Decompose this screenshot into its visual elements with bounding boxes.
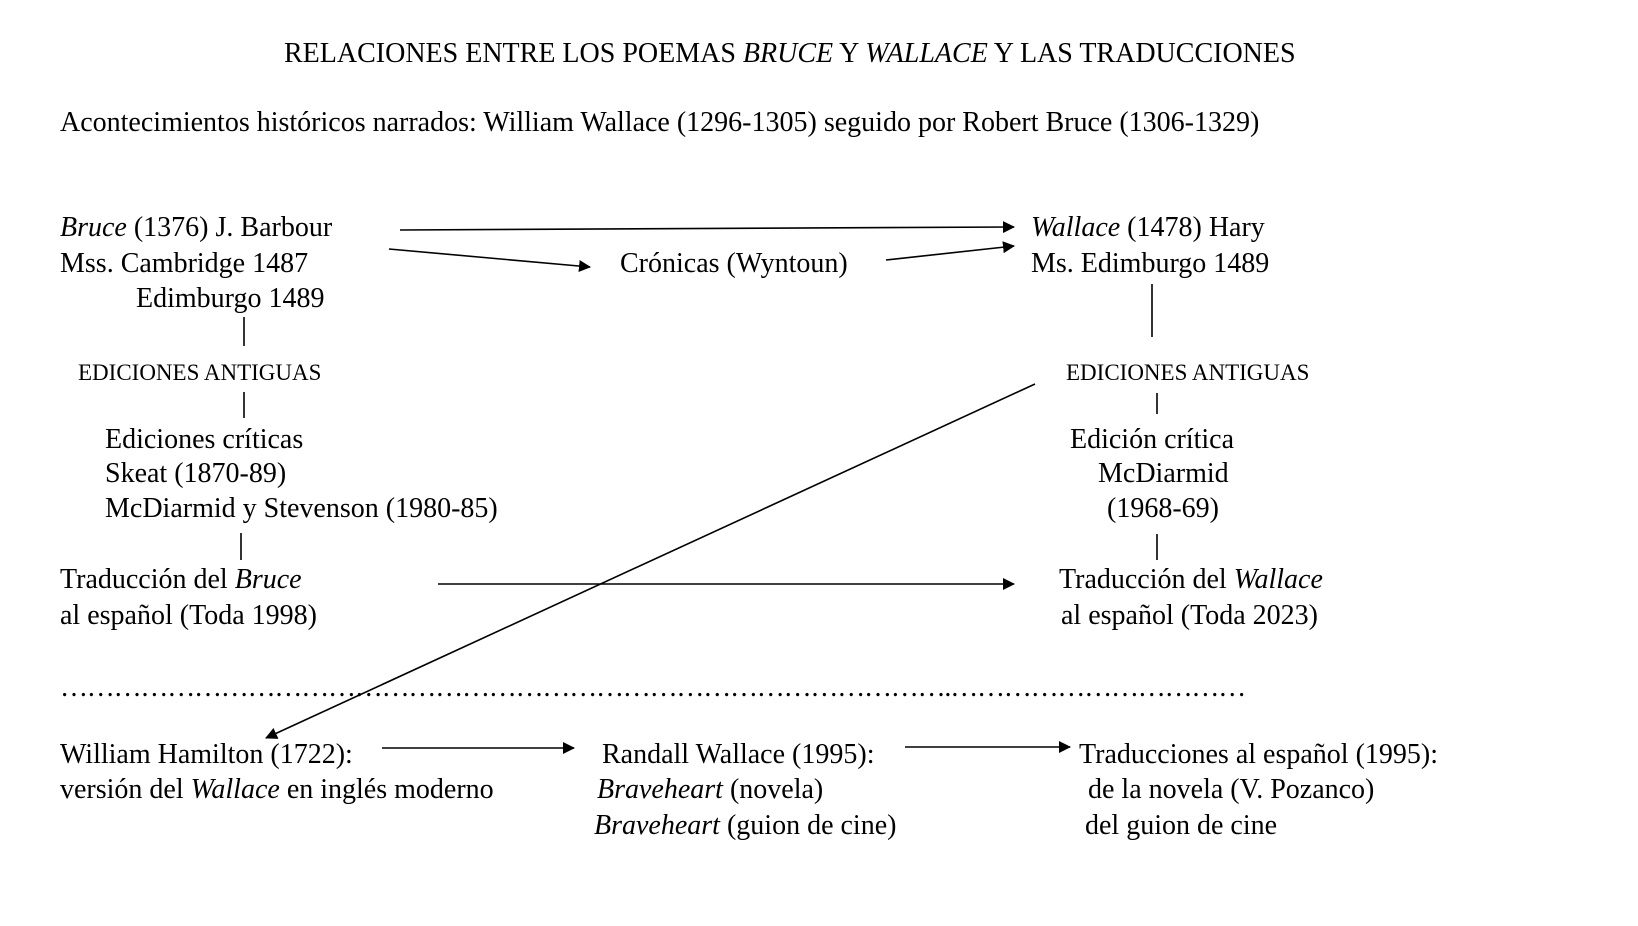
translations-line-1: Traducciones al español (1995):	[1079, 739, 1438, 770]
bruce-translation-title: Bruce	[234, 564, 302, 595]
bruce-translation-line-2: al español (Toda 1998)	[60, 600, 317, 631]
title-part-3: Y LAS TRADUCCIONES	[987, 38, 1296, 69]
translations-line-3: del guion de cine	[1085, 810, 1278, 841]
arrow-bruce-to-chronicles	[389, 249, 590, 267]
dotted-divider: ……………………………………………………………………………………….……………………………	[60, 672, 1246, 703]
wallace-translation-prefix: Traducción del	[1059, 564, 1234, 595]
wallace-translation-title: Wallace	[1233, 564, 1323, 595]
bruce-translation-prefix: Traducción del	[60, 564, 235, 595]
title-bruce: BRUCE	[742, 38, 834, 69]
bruce-critical-mcdiarmid: McDiarmid y Stevenson (1980-85)	[105, 493, 498, 524]
bruce-critical-heading: Ediciones críticas	[105, 424, 304, 455]
bruce-mss-line-2: Edimburgo 1489	[136, 283, 325, 314]
randall-novel-title: Braveheart	[597, 774, 723, 805]
title-part-1: RELACIONES ENTRE LOS POEMAS	[284, 38, 743, 69]
arrow-wallace-editions-to-hamilton	[266, 384, 1035, 738]
wallace-translation-line-2: al español (Toda 2023)	[1061, 600, 1318, 631]
wallace-critical-years: (1968-69)	[1107, 493, 1219, 524]
hamilton-title: Wallace	[190, 774, 280, 805]
bruce-poem-author: (1376) J. Barbour	[126, 212, 333, 243]
bruce-poem-title: Bruce	[60, 212, 127, 243]
wallace-critical-heading: Edición crítica	[1070, 424, 1235, 455]
wallace-poem-title: Wallace	[1031, 212, 1121, 243]
arrow-chronicles-to-wallace	[886, 246, 1014, 260]
bruce-mss-line-1: Mss. Cambridge 1487	[60, 248, 309, 279]
randall-novel-label: (novela)	[722, 774, 824, 805]
title-part-2: Y	[833, 38, 866, 69]
randall-line-1: Randall Wallace (1995):	[602, 739, 875, 770]
wallace-poem-author: (1478) Hary	[1120, 212, 1265, 243]
chronicles-node: Crónicas (Wyntoun)	[620, 248, 848, 279]
historical-events-line: Acontecimientos históricos narrados: William Wallace (1296-1305) seguido por Robert Bruce (1306-1329)	[60, 107, 1260, 138]
hamilton-prefix: versión del	[60, 774, 191, 805]
hamilton-line-1: William Hamilton (1722):	[60, 739, 353, 770]
randall-script-title: Braveheart	[594, 810, 720, 841]
translations-line-2: de la novela (V. Pozanco)	[1088, 774, 1375, 805]
bruce-critical-skeat: Skeat (1870-89)	[105, 458, 287, 489]
title-wallace: WALLACE	[865, 38, 988, 69]
wallace-ms-line: Ms. Edimburgo 1489	[1031, 248, 1270, 279]
wallace-old-editions: EDICIONES ANTIGUAS	[1066, 360, 1310, 385]
hamilton-suffix: en inglés moderno	[279, 774, 494, 805]
bruce-old-editions: EDICIONES ANTIGUAS	[78, 360, 322, 385]
randall-script-label: (guion de cine)	[719, 810, 897, 841]
arrow-bruce-to-wallace	[400, 227, 1014, 230]
wallace-critical-mcdiarmid: McDiarmid	[1098, 458, 1229, 489]
